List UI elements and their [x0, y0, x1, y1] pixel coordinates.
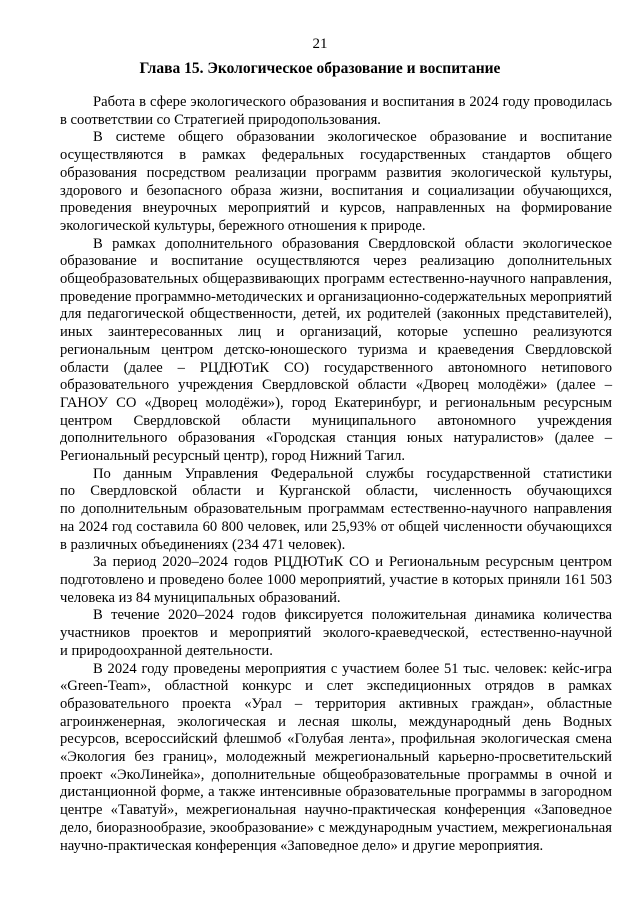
- paragraph: В рамках дополнительного образования Свердловской области экологическое образование и воспитание осуществляются через реализацию дополнительных общеобразовательных общеразвивающих программ естественно-научного направления, проведение программно-методических и организационно-содержательных мероприятий для педагогической общественности, детей, их родителей (законных представителей), иных заинтересованных лиц и организаций, которые успешно реализуются региональным центром детско-юношеского туризма и краеведения Свердловской области (далее – РЦДЮТиК СО) государственного автономного нетипового образовательного учреждения Свердловской области «Дворец молодёжи» (далее – ГАНОУ СО «Дворец молодёжи»), город Екатеринбург, и региональным ресурсным центром Свердловской области муниципального автономного учреждения дополнительного образования «Городская станция юных натуралистов» (далее – Региональный ресурсный центр), город Нижний Тагил.: [60, 235, 612, 465]
- paragraph: По данным Управления Федеральной службы государственной статистики по Свердловской области и Курганской области, численность обучающихся по дополнительным образовательным программам естественно-научного направления на 2024 год составила 60 800 человек, или 25,93% от общей численности обучающихся в различных объединениях (234 471 человек).: [60, 465, 612, 553]
- chapter-heading: Глава 15. Экологическое образование и воспитание: [139, 60, 501, 77]
- paragraph: В течение 2020–2024 годов фиксируется положительная динамика количества участников проектов и мероприятий эколого-краеведческой, естественно-научной и природоохранной деятельности.: [60, 607, 612, 659]
- document-body: [60, 94, 612, 855]
- page-number: 21: [312, 36, 328, 52]
- paragraph: Работа в сфере экологического образования и воспитания в 2024 году проводилась в соответствии со Стратегией природопользования.: [60, 94, 612, 128]
- paragraph: В системе общего образовании экологическое образование и воспитание осуществляются в рамках федеральных государственных стандартов общего образования посредством реализации программ развития экологической культуры, здорового и безопасного образа жизни, воспитания и социализации обучающихся, проведения внеурочных мероприятий и курсов, направленных на формирование экологической культуры, бережного отношения к природе.: [60, 129, 612, 234]
- paragraph: В 2024 году проведены мероприятия с участием более 51 тыс. человек: кейс-игра «Green-Team», областной конкурс и слет экспедиционных отрядов в рамках образовательного проекта «Урал – территория активных граждан», областные агроинженерная, экологическая и лесная школы, международный день Водных ресурсов, всероссийский флешмоб «Голубая лента», профильная экологическая смена «Экология без границ», молодежный межрегиональный карьерно-просветительский проект «ЭкоЛинейка», дополнительные общеобразовательные программы в очной и дистанционной форме, а также интенсивные образовательные программы в загородном центре «Таватуй», межрегиональная научно-практическая конференция «Заповедное дело, биоразнообразие, экообразование» с международным участием, межрегиональная научно-практическая конференция «Заповедное дело» и другие мероприятия.: [60, 660, 612, 854]
- paragraph: За период 2020–2024 годов РЦДЮТиК СО и Региональным ресурсным центром подготовлено и проведено более 1000 мероприятий, участие в которых приняли 161 503 человека из 84 муниципальных образований.: [60, 554, 612, 606]
